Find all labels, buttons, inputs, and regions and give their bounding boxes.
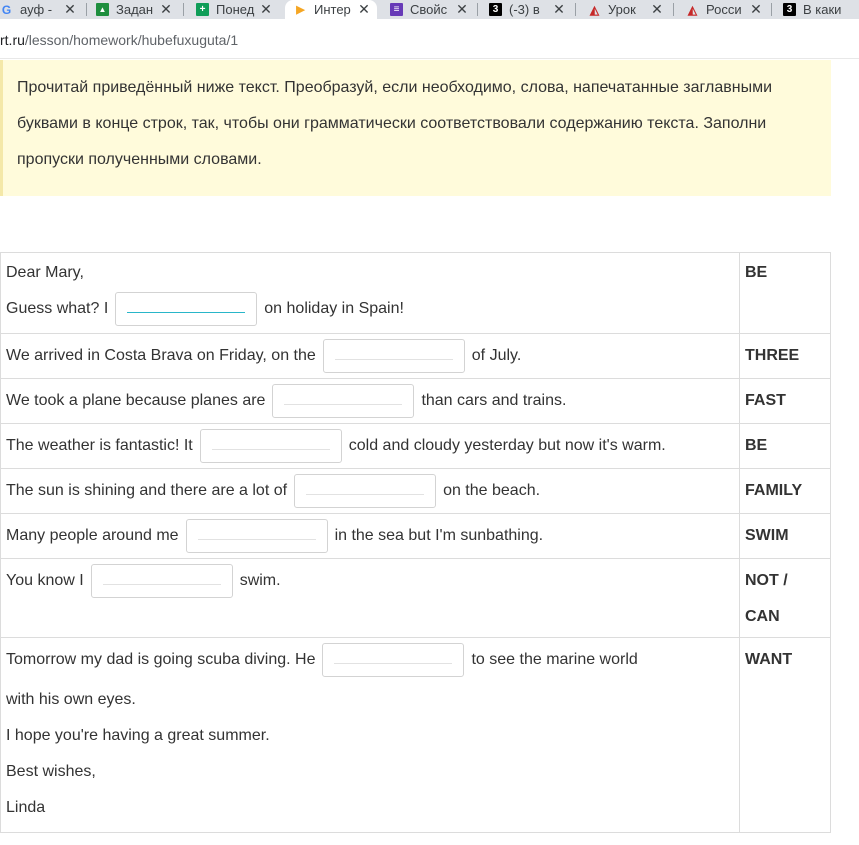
close-icon[interactable]: ✕ (64, 1, 76, 17)
sentence-before: You know I (6, 572, 84, 589)
tab-label: ауф - (20, 2, 53, 17)
table-row (1, 637, 830, 832)
sentence-cell (1, 424, 740, 468)
tab-5[interactable] (390, 0, 472, 19)
close-icon[interactable]: ✕ (553, 1, 565, 17)
keyword: SWIM (745, 527, 789, 544)
closing-line (6, 718, 734, 754)
tab-8[interactable] (686, 0, 768, 19)
sentence-before: We took a plane because planes are (6, 392, 266, 409)
znanija-icon: 3 (489, 3, 502, 16)
table-row (1, 378, 830, 423)
keyword-line-1: NOT / (745, 572, 788, 589)
sentence-line (6, 514, 734, 558)
tab-label: Урок (608, 2, 636, 17)
tab-label: Задан (116, 2, 154, 17)
keyword: THREE (745, 347, 800, 364)
keyword-line-2: CAN (745, 608, 780, 625)
answer-input-4[interactable] (200, 429, 342, 463)
answer-input-8[interactable] (322, 643, 464, 677)
close-icon[interactable]: ✕ (651, 1, 663, 17)
sentence-after: in the sea but I'm sunbathing. (334, 527, 544, 544)
sentence-cell (1, 638, 740, 832)
sentence-line (6, 638, 734, 682)
word-cell (740, 559, 830, 637)
browser-tab-strip (0, 0, 859, 19)
greeting-line (6, 255, 734, 291)
sentence-after: to see the marine world (471, 651, 638, 668)
keyword: WANT (745, 651, 793, 668)
word-cell (740, 469, 830, 513)
continuation-line (6, 682, 734, 718)
sentence-line (6, 559, 734, 603)
tab-separator (86, 3, 87, 16)
sign-off-text: Best wishes, (6, 763, 96, 780)
answer-input-2[interactable] (323, 339, 465, 373)
tab-separator (575, 3, 576, 16)
google-icon: G (1, 2, 12, 17)
tab-label: Интер (314, 2, 351, 17)
keyword: FAST (745, 392, 786, 409)
sentence-after: cold and cloudy yesterday but now it's warm. (348, 437, 666, 454)
signature-text: Linda (6, 799, 46, 816)
url-path: /lesson/homework/hubefuxuguta/1 (24, 32, 239, 48)
tab-label: Понед (216, 2, 255, 17)
tab-separator (183, 3, 184, 16)
close-icon[interactable]: ✕ (260, 1, 272, 17)
sentence-cell (1, 469, 740, 513)
url-text[interactable] (0, 32, 238, 48)
sheets-icon: + (196, 3, 209, 16)
sentence-after: than cars and trains. (421, 392, 567, 409)
close-icon[interactable]: ✕ (456, 1, 468, 17)
sentence-before: Many people around me (6, 527, 179, 544)
answer-input-1[interactable] (115, 292, 257, 326)
close-icon[interactable]: ✕ (160, 1, 172, 17)
answer-input-3[interactable] (272, 384, 414, 418)
word-cell (740, 638, 830, 832)
sentence-cell (1, 514, 740, 558)
closing-line (6, 790, 734, 826)
znanija-icon: 3 (783, 3, 796, 16)
close-icon[interactable]: ✕ (358, 1, 370, 17)
continuation-text: with his own eyes. (6, 691, 136, 708)
sentence-after: on holiday in Spain! (264, 300, 404, 317)
table-row (1, 423, 830, 468)
word-cell (740, 424, 830, 468)
tab-separator (673, 3, 674, 16)
tab-3[interactable] (196, 0, 278, 19)
exercise-table (0, 252, 831, 833)
sentence-before: Tomorrow my dad is going scuba diving. He (6, 651, 316, 668)
tab-separator (771, 3, 772, 16)
keyword: BE (745, 264, 768, 281)
sentence-before: Guess what? I (6, 300, 109, 317)
sentence-line (6, 424, 734, 468)
sentence-cell (1, 253, 740, 333)
tab-label: В каки (803, 2, 842, 17)
sentence-cell (1, 379, 740, 423)
word-cell (740, 379, 830, 423)
close-icon[interactable]: ✕ (750, 1, 762, 17)
tab-6[interactable] (489, 0, 571, 19)
tab-1[interactable] (0, 0, 82, 19)
url-host: rt.ru (0, 32, 25, 48)
sentence-line (6, 469, 734, 513)
table-row (1, 513, 830, 558)
sentence-after: swim. (239, 572, 281, 589)
answer-input-5[interactable] (294, 474, 436, 508)
word-cell (740, 514, 830, 558)
tab-4-active[interactable] (285, 0, 377, 19)
tab-label: Росси (706, 2, 742, 17)
tab-label: Свойс (410, 2, 448, 17)
answer-input-7[interactable] (91, 564, 233, 598)
instruction-panel (0, 60, 831, 196)
sentence-before: The weather is fantastic! It (6, 437, 193, 454)
tab-2[interactable] (96, 0, 178, 19)
sentence-line (6, 334, 734, 378)
play-icon: ▶ (296, 4, 305, 16)
classroom-icon: ▲ (96, 3, 109, 16)
sentence-after: of July. (471, 347, 522, 364)
sentence-before: We arrived in Costa Brava on Friday, on the (6, 347, 316, 364)
answer-input-6[interactable] (186, 519, 328, 553)
table-row (1, 558, 830, 637)
table-row (1, 333, 830, 378)
address-bar[interactable] (0, 19, 859, 59)
tab-9[interactable] (783, 0, 859, 19)
sentence-cell (1, 334, 740, 378)
greeting-text: Dear Mary, (6, 264, 84, 281)
word-cell (740, 334, 830, 378)
keyword: BE (745, 437, 768, 454)
word-cell (740, 253, 830, 333)
keyword: FAMILY (745, 482, 803, 499)
sentence-line (6, 379, 734, 423)
closing-line (6, 754, 734, 790)
tab-7[interactable] (588, 0, 670, 19)
resh-icon: ◭ (589, 2, 600, 17)
sentence-after: on the beach. (443, 482, 541, 499)
sentence-cell (1, 559, 740, 637)
forms-icon: ≡ (390, 3, 403, 16)
instruction-text: Прочитай приведённый ниже текст. Преобразуй, если необходимо, слова, напечатанные заглавными буквами в конце строк, так, чтобы они грамматически соответствовали содержанию текста. Заполни пропуски полученными словами. (17, 79, 773, 168)
resh-icon: ◭ (687, 2, 698, 17)
closing-text: I hope you're having a great summer. (6, 727, 270, 744)
tab-label: (-3) в (509, 2, 540, 17)
table-row (1, 253, 830, 333)
tab-separator (477, 3, 478, 16)
table-row (1, 468, 830, 513)
sentence-line (6, 291, 734, 327)
sentence-before: The sun is shining and there are a lot of (6, 482, 288, 499)
